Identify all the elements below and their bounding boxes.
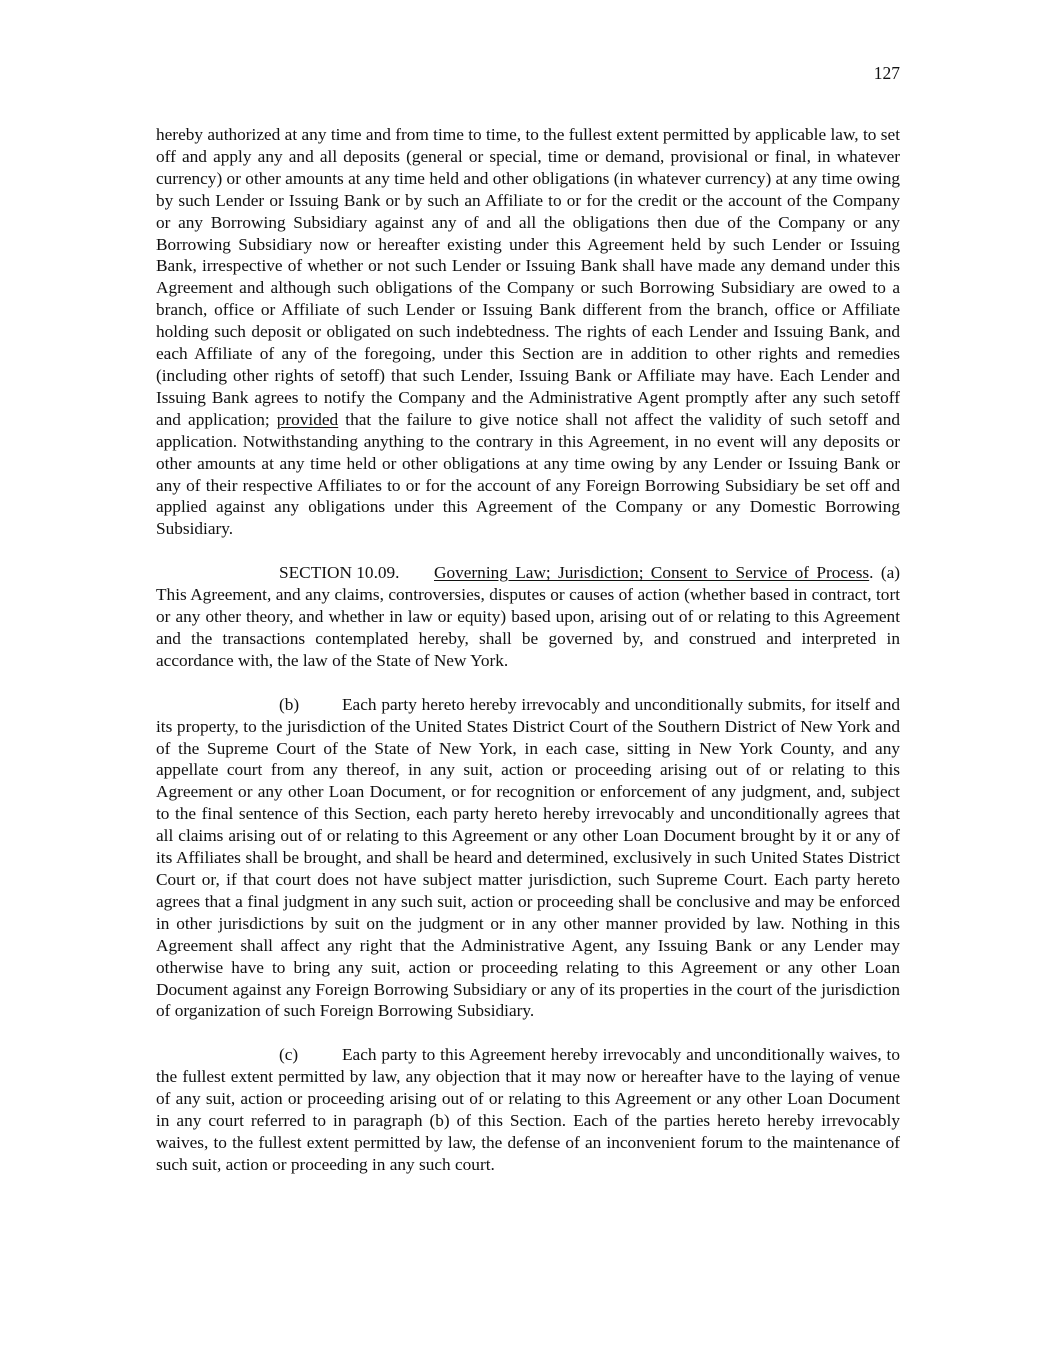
section-heading-period: . xyxy=(869,563,874,583)
section-10-09-paragraph-c xyxy=(156,1044,900,1175)
paragraph-b-text: Each party hereto hereby irrevocably and unconditionally submits, for itself and its property, to the jurisdiction of the United States District Court of the Southern District of New York and of the Supreme Court of the State of New York, in each case, sitting in New York County, and any appellate court from any thereof, in any suit, action or proceeding arising out of or relating to this Agreement or any other Loan Document, or for recognition or enforcement of any judgment, and, subject to the final sentence of this Section, each party hereto hereby irrevocably and unconditionally agrees that all claims arising out of or relating to this Agreement or any other Loan Document brought by it or any of its Affiliates shall be brought, and shall be heard and determined, exclusively in such United States District Court or, if that court does not have subject matter jurisdiction, such Supreme Court. Each party hereto agrees that a final judgment in any such suit, action or proceeding shall be conclusive and may be enforced in other jurisdictions by suit on the judgment or in any other manner provided by law. Nothing in this Agreement shall affect any right that the Administrative Agent, any Issuing Bank or any Lender may otherwise have to bring any suit, action or proceeding relating to this Agreement or any other Loan Document against any Foreign Borrowing Subsidiary or any of its properties in the court of the jurisdiction of organization of such Foreign Borrowing Subsidiary. xyxy=(156,694,900,1021)
page-number: 127 xyxy=(873,63,900,83)
paragraph-b-marker: (b) xyxy=(279,694,300,714)
provided-term: provided xyxy=(276,409,339,429)
section-number: SECTION 10.09. xyxy=(279,563,400,583)
setoff-text-part1: hereby authorized at any time and from time to time, to the fullest extent permitted by applicable law, to set off and apply any and all deposits (general or special, time or demand, provisional or final, in whatever currency) or other amounts at any time held and other obligations (in whatever currency) at any time owing by such Lender or Issuing Bank or by such an Affiliate to or for the credit or the account of the Company or any Borrowing Subsidiary against any of and all the obligations then due of the Company or any Borrowing Subsidiary now or hereafter existing under this Agreement held by such Lender or Issuing Bank, irrespective of whether or not such Lender or Issuing Bank shall have made any demand under this Agreement and although such obligations of the Company or such Borrowing Subsidiary are owed to a branch, office or Affiliate of such Lender or Issuing Bank different from the branch, office or Affiliate holding such deposit or obligated on such indebtedness. The rights of each Lender and Issuing Bank, and each Affiliate of any of the foregoing, under this Section are in addition to other rights and remedies (including other rights of setoff) that such Lender, Issuing Bank or Affiliate may have. Each Lender and Issuing Bank agrees to notify the Company and the Administrative Agent promptly after any such setoff and application; xyxy=(156,125,900,429)
section-10-09-paragraph-b xyxy=(156,694,900,1023)
paragraph-a-text: (a) This Agreement, and any claims, controversies, disputes or causes of action (whether based in contract, tort or any other theory, and whether in law or equity) based upon, arising out of or relating to this Agreement and the transactions contemplated hereby, shall be governed by, and construed and interpreted in accordance with, the law of the State of New York. xyxy=(156,563,901,670)
paragraph-c-marker: (c) xyxy=(279,1045,299,1065)
setoff-paragraph xyxy=(156,124,900,540)
section-heading: Governing Law; Jurisdiction; Consent to Service of Process xyxy=(434,563,870,583)
section-10-09-paragraph-a xyxy=(156,562,900,672)
setoff-text-part2: that the failure to give notice shall not affect the validity of such setoff and application. Notwithstanding anything to the contrary in this Agreement, in no event will any deposits or other amounts at any time held or other obligations at any time owing by any Lender or Issuing Bank or any of their respective Affiliates to or for the account of any Foreign Borrowing Subsidiary be set off and applied against any obligations under this Agreement of the Company or any Domestic Borrowing Subsidiary. xyxy=(156,409,901,539)
document-body xyxy=(156,124,900,1198)
paragraph-c-text: Each party to this Agreement hereby irrevocably and unconditionally waives, to the fullest extent permitted by law, any objection that it may now or hereafter have to the laying of venue of any suit, action or proceeding arising out of or relating to this Agreement or any other Loan Document in any court referred to in paragraph (b) of this Section. Each of the parties hereto hereby irrevocably waives, to the fullest extent permitted by law, the defense of an inconvenient forum to the maintenance of such suit, action or proceeding in any such court. xyxy=(156,1045,900,1174)
